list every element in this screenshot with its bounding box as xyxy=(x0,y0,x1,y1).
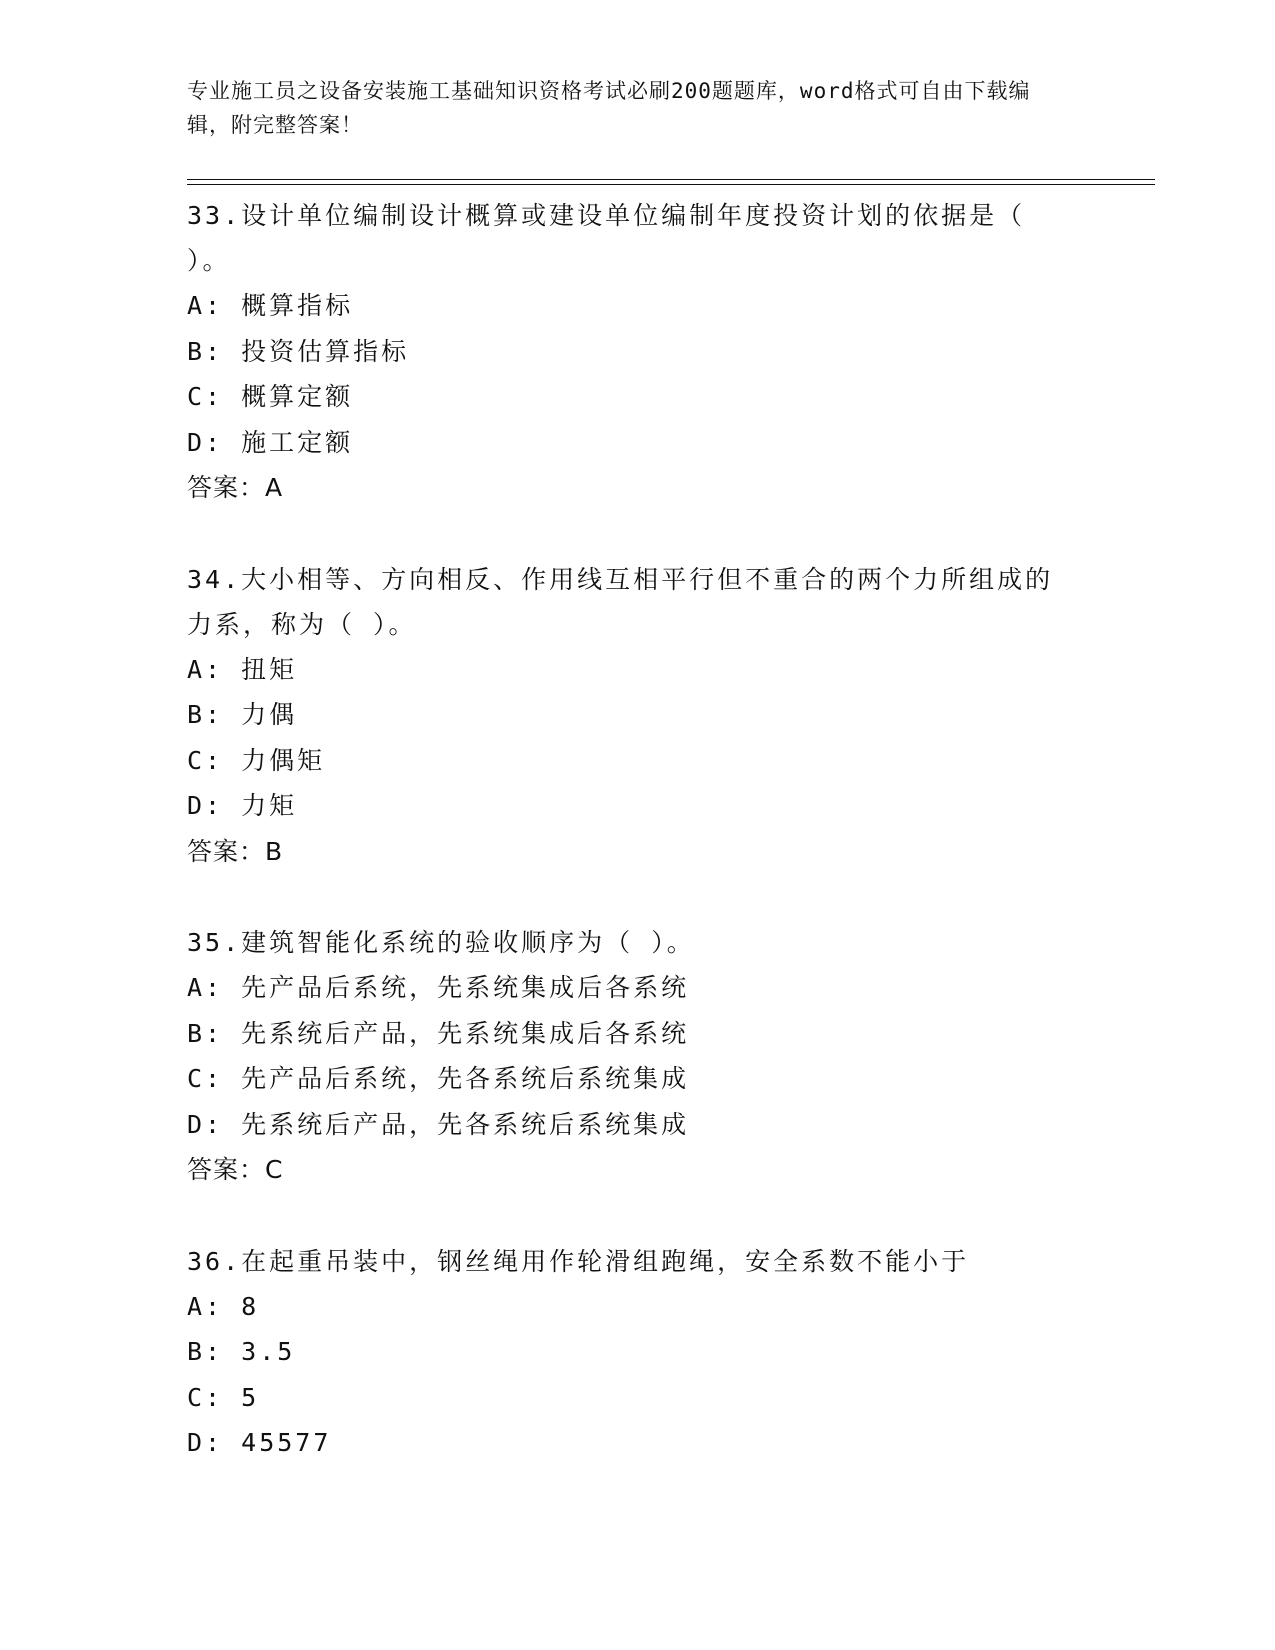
option-c: C: 概算定额 xyxy=(187,382,354,411)
question-36 xyxy=(187,1239,1087,1466)
answer: 答案：A xyxy=(187,473,284,502)
question-35 xyxy=(187,920,1087,1193)
option-c: C: 先产品后系统，先各系统后系统集成 xyxy=(187,1064,690,1093)
header-divider-bottom xyxy=(187,184,1155,185)
document-header: 专业施工员之设备安装施工基础知识资格考试必刷200题题库，word格式可自由下载编辑，附完整答案！ xyxy=(187,79,1031,137)
question-text: 34.大小相等、方向相反、作用线互相平行但不重合的两个力所组成的力系，称为（ ）。 xyxy=(187,564,1054,639)
option-c: C: 力偶矩 xyxy=(187,745,326,775)
question-text: 36.在起重吊装中，钢丝绳用作轮滑组跑绳，安全系数不能小于 xyxy=(187,1246,970,1276)
question-text: 35.建筑智能化系统的验收顺序为（ ）。 xyxy=(187,928,695,957)
header-divider-top xyxy=(187,179,1155,180)
option-b: B: 投资估算指标 xyxy=(187,336,410,366)
answer: 答案：C xyxy=(187,1155,284,1184)
option-d: D: 先系统后产品，先各系统后系统集成 xyxy=(187,1109,690,1139)
option-a: A: 扭矩 xyxy=(187,654,298,684)
option-a: A: 8 xyxy=(187,1291,260,1321)
option-d: D: 45577 xyxy=(187,1428,332,1457)
option-b: B: 力偶 xyxy=(187,700,298,729)
option-c: C: 5 xyxy=(187,1382,260,1412)
question-text: 33.设计单位编制设计概算或建设单位编制年度投资计划的依据是（ ）。 xyxy=(187,201,1026,275)
question-34 xyxy=(187,557,1087,875)
option-b: B: 先系统后产品，先系统集成后各系统 xyxy=(187,1018,690,1048)
option-d: D: 施工定额 xyxy=(187,427,354,457)
option-a: A: 概算指标 xyxy=(187,291,354,320)
question-33 xyxy=(187,193,1087,511)
option-a: A: 先产品后系统，先系统集成后各系统 xyxy=(187,973,690,1002)
option-b: B: 3.5 xyxy=(187,1337,296,1366)
question-list xyxy=(187,193,1087,1512)
option-d: D: 力矩 xyxy=(187,791,298,820)
answer: 答案：B xyxy=(187,836,284,866)
